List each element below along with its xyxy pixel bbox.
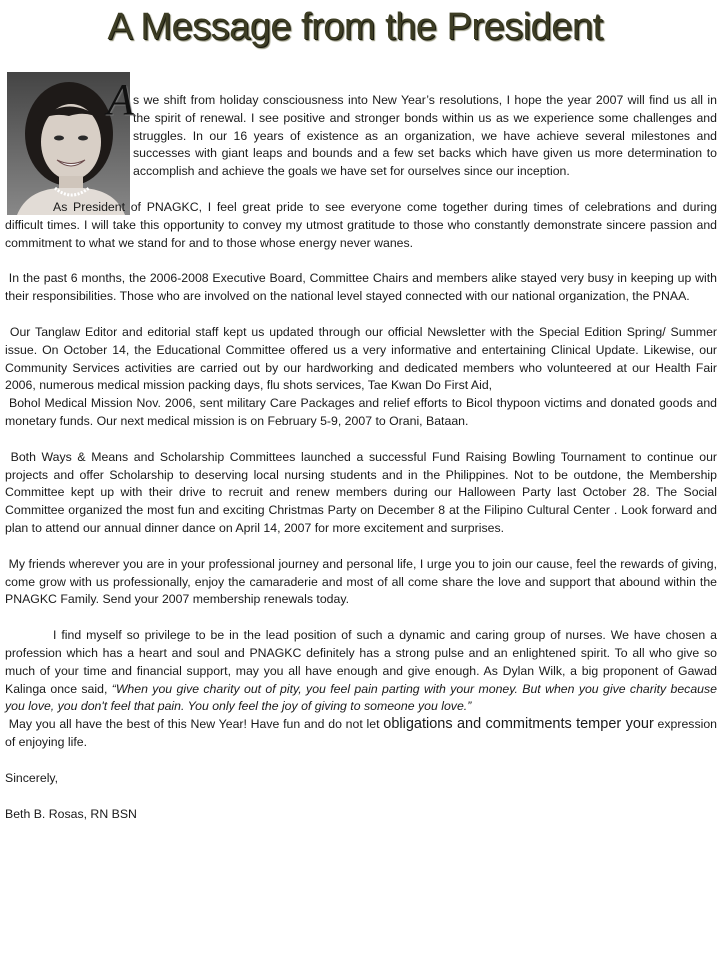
drop-cap-letter: A — [107, 75, 134, 124]
paragraph-8-emphasis: obligations and commitments temper your — [383, 716, 654, 733]
paragraph-3-text: In the past 6 months, the 2006-2008 Executive Board, Committee Chairs and members alike stayed very busy in keeping up with their responsibilities. Those who are involved on the national level stayed connected with our national organization, the PNAA. — [5, 271, 717, 304]
paragraph-1 — [107, 75, 717, 181]
paragraph-5 — [5, 449, 717, 538]
dylan-wilk-quote: “When you give charity out of pity, you feel pain parting with your money. But when you give charity because you love, you don't feel that pain. You only feel the joy of giving to someone you love.” — [5, 681, 717, 714]
paragraph-7-text: I find myself so privilege to be in the lead position of such a dynamic and caring group of nurses. We have chosen a profession which has a heart and soul and PNAGKC definitely has a strong pulse and an enlightened spirit. To all who give so much of your time and financial support, may you all have enough and give enough. As Dylan Wilk, a big proponent of Gawad Kalinga once said, — [5, 628, 717, 696]
paragraph-8-start: May you all have the best of this New Year! Have fun and do not let — [8, 717, 384, 732]
paragraph-6-text: My friends wherever you are in your professional journey and personal life, I urge you to join our cause, feel the rewards of giving, come grow with us professionally, enjoy the camaraderie and most of all come share the love and support that abound within the PNAGKC Family. Send your 2007 membership renewals today. — [5, 556, 717, 607]
closing-salutation: Sincerely, — [5, 770, 59, 785]
paragraph-8 — [5, 716, 717, 752]
letter-body — [5, 75, 718, 841]
paragraph-4-text-b: Bohol Medical Mission Nov. 2006, sent military Care Packages and relief efforts to Bicol thypoon victims and donated goods and monetary funds. Our next medical mission is on February 5-9, 2007 to Orani, Bataan. — [5, 396, 717, 428]
closing-block — [5, 770, 717, 824]
paragraph-4 — [5, 324, 717, 431]
paragraph-8-end: expression of enjoying life. — [5, 717, 717, 749]
signature: Beth B. Rosas, RN BSN — [5, 806, 137, 821]
paragraph-1-text: s we shift from holiday consciousness into New Year’s resolutions, I hope the year 2007 will find us all in the spirit of renewal. I see positive and stronger bonds within us as we experience some challenges and struggles. In our 16 years of existence as an organization, we have achieve several milestones and successes with giant leaps and bounds and a few set backs which have given us more determination to accomplish and achieve the goals we have set for ourselves since our inception. — [133, 93, 717, 179]
paragraph-5-text: Both Ways & Means and Scholarship Committees launched a successful Fund Raising Bowling Tournament to continue our projects and offer Scholarship to deserving local nursing students and in the Philippines. Not to be outdone, the Membership Committee kept up with their drive to recruit and renew members during our Halloween Party last October 28. The Social Committee organized the most fun and exciting Christmas Party on December 8 at the Filipino Cultural Center . Look forward and plan to attend our annual dinner dance on April 14, 2007 for more excitement and surprises. — [5, 449, 718, 535]
paragraph-4-text-a: Our Tanglaw Editor and editorial staff kept us updated through our official Newsletter with the Special Edition Spring/ Summer issue. On October 14, the Educational Committee offered us a very informative and entertaining Clinical Update. Likewise, our Community Services activities are carried out by our hardworking and dedicated members who volunteered at our Health Fair 2006, numerous medical mission packing days, flu shots services, Tae Kwan Do First Aid, — [5, 324, 717, 393]
paragraph-7 — [5, 627, 717, 716]
paragraph-2: As President of PNAGKC, I feel great pride to see everyone come together during times of celebrations and during difficult times. I will take this opportunity to convey my utmost gratitude to those who constantly demonstrate sincere passion and commitment to what we stand for and to those whose energy never wanes. — [5, 199, 717, 250]
page-title: A Message from the President — [107, 6, 603, 48]
paragraph-3 — [5, 270, 717, 306]
paragraph-6 — [5, 556, 717, 609]
